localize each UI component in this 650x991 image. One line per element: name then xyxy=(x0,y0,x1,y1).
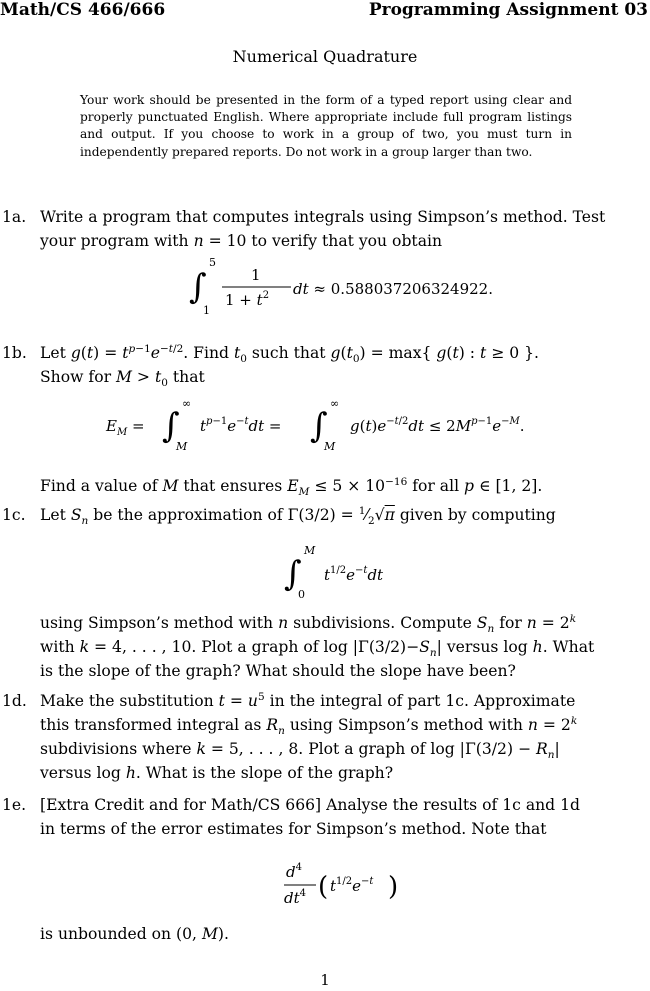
problem-text: Let $S_n$ be the approximation of $\Gamma(3/2) = ^1⁄_2√\pi$ given by computing xyxy=(40,504,556,528)
svg-text:g(t)e−t/2dt ≤ 2Mp−1e−M.: $g(t)e^{-t/2}dt \le 2M^{p-1}e^{-M}$. xyxy=(350,416,525,435)
problem-number: 1c. xyxy=(2,506,26,524)
problem-text: Find a value of M that ensures $E_M \le 5 \times 10^{-16}$ for all p ∈ [1, 2]. xyxy=(40,475,543,499)
page-header xyxy=(0,0,650,22)
svg-text:∞: ∞ xyxy=(182,397,192,410)
svg-text:1: 1 xyxy=(203,304,210,317)
problem-number: 1b. xyxy=(2,344,27,362)
problem-number: 1e. xyxy=(2,796,27,814)
svg-text:∫: ∫ xyxy=(189,267,207,307)
svg-text:M: M xyxy=(304,544,316,557)
problem-text: is unbounded on (0, M). xyxy=(40,925,229,943)
problem-line: your program with n = 10 to verify that you obtain xyxy=(40,232,443,250)
problem-text: Make the substitution $t = u^5$ in the integral of part 1c. Approximate this transformed integral as $R_n$ using Simpson’s method with $n = 2^k$ subdivisions where k = 5, . . . , 8. Plot a graph of $\log |\Gamma(3/2) - R_n|$ versus log h. What is the slope of the graph? xyxy=(40,690,578,782)
svg-text:EM =: $E_M$ = xyxy=(106,417,145,438)
svg-text:): ) xyxy=(388,872,399,902)
document-title: Numerical Quadrature xyxy=(232,47,418,66)
instructions-paragraph: Your work should be presented in the form of a typed report using clear and properly punctuated English. Where appropriate include full program listings and output. If you choose to work in a group of two, you must turn in independently prepared reports. Do not work in a group larger than two. xyxy=(80,93,572,159)
svg-text:M: M xyxy=(176,440,188,453)
problem-number: 1a. xyxy=(2,208,27,226)
svg-text:d4: $d^4$ xyxy=(286,862,302,881)
problem-text: [Extra Credit and for Math/CS 666] Analyse the results of 1c and 1d in terms of the error estimates for Simpson’s method. Note that xyxy=(40,796,581,838)
svg-text:5: 5 xyxy=(209,256,216,269)
equation-1e xyxy=(280,855,430,915)
svg-text:M: M xyxy=(324,440,336,453)
svg-text:(: ( xyxy=(318,872,329,902)
svg-text:∞: ∞ xyxy=(330,397,340,410)
course-code: Math/CS 466/666 xyxy=(0,0,166,20)
svg-text:t1/2e−tdt: $t^{1/2}e^{-t}dt$ xyxy=(324,565,384,584)
page-number: 1 xyxy=(320,971,330,989)
svg-text:1 + t2: $1 + t^2$ xyxy=(225,290,270,309)
svg-text:1: 1 xyxy=(251,266,261,284)
svg-text:tp−1e−tdt =: $t^{p-1}e^{-t}dt$ = xyxy=(200,416,282,435)
problem-text: using Simpson’s method with n subdivisions. Compute $S_n$ for $n = 2^k$ with k = 4, . . . , 10. Plot a graph of $\log |\Gamma(3/2)-S_n|$ versus log h. What is the slope of the graph? What should the slope have been? xyxy=(40,612,595,680)
equation-1c xyxy=(280,540,440,600)
svg-text:∫: ∫ xyxy=(284,554,302,594)
equation-1b xyxy=(100,395,590,455)
svg-text:dt4: $dt^4$ xyxy=(284,888,307,907)
svg-text:∫: ∫ xyxy=(310,406,328,446)
svg-text:dt ≈ 0.588037206324922.: dt ≈ 0.588037206324922. xyxy=(293,280,493,298)
problem-text xyxy=(40,205,650,253)
svg-text:t1/2e−t: $t^{1/2}e^{-t}$ xyxy=(330,876,374,895)
problem-line: Write a program that computes integrals using Simpson’s method. Test xyxy=(40,208,606,226)
problem-number: 1d. xyxy=(2,692,27,710)
equation-1a xyxy=(185,250,515,320)
problem-text: Let $g(t) = t^{p-1}e^{-t/2}$. Find $t_0$ such that $g(t_0) = \max${ g(t) : t ≥ 0 }. Show for $M > t_0$ that xyxy=(40,342,540,390)
svg-text:∫: ∫ xyxy=(162,406,180,446)
assignment-title: Programming Assignment 03 xyxy=(368,0,648,20)
svg-text:0: 0 xyxy=(298,588,305,600)
